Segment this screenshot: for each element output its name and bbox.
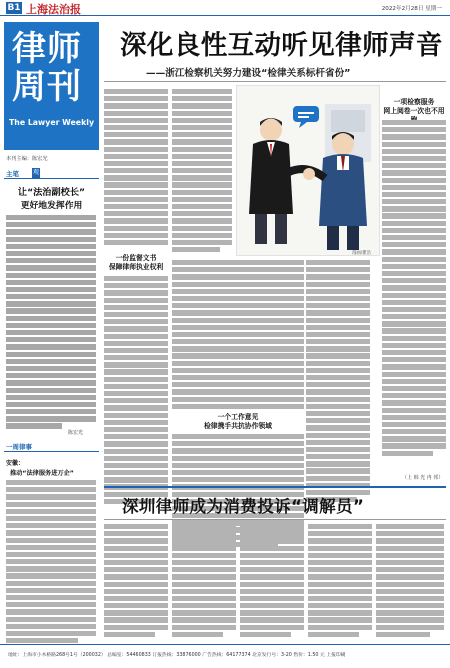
page-footer <box>0 644 450 668</box>
main-article-col-2-upper <box>172 89 232 254</box>
lawyer-prosecutor-illustration <box>236 85 380 256</box>
footer-info: 地址：上海市小木桥路268号1号（200032） 总编室：54460833 订报热线：33876000 广告热线：64177374 北京发行号：3-20 售价：1.50 元 上报印刷 <box>8 653 346 658</box>
main-article-subhead-2: 一个工作意见 检律携手共抗协作领域 <box>204 413 272 430</box>
comment-section-mark: 观 <box>32 169 39 176</box>
second-article-col-5 <box>376 524 444 639</box>
comment-section-header <box>4 168 99 179</box>
handshake-illustration-icon <box>237 86 380 256</box>
main-article-col-1-lower <box>104 276 168 506</box>
sidebar <box>4 22 99 638</box>
brand-title: 律师周刊 <box>12 29 82 107</box>
comment-section-label: 主笔 <box>6 170 19 178</box>
comment-body-text <box>6 215 96 431</box>
comment-title-line-1: 让“法治副校长” <box>17 187 86 198</box>
second-article-title: 深圳律师成为消费投诉“调解员” <box>122 497 365 516</box>
section-editor: 本刊主编：陈宏光 <box>6 156 48 162</box>
illustration-credit: 漫画/瞿浩 <box>352 251 372 256</box>
main-article-col-1-upper <box>104 89 168 247</box>
brand-english-title: The Lawyer Weekly <box>8 118 95 127</box>
brief-section-header <box>4 441 99 452</box>
main-article-subtitle: ——浙江检察机关努力建设“检律关系标杆省份” <box>146 68 351 79</box>
main-article-col-3 <box>306 260 370 504</box>
issue-date: 2022年2月28日 星期一 <box>381 6 442 12</box>
main-article-col-4 <box>382 120 446 458</box>
comment-author: 陈宏光 <box>68 430 84 436</box>
main-article-subhead-1: 一份监督文书 保障律师执业权利 <box>108 254 164 271</box>
page-header <box>0 0 450 16</box>
brief-item-title: 推动“法律服务进万企” <box>10 470 74 477</box>
main-article-title: 深化良性互动听见律师声音 <box>120 30 443 61</box>
brief-section-label: 一周律事 <box>6 443 32 451</box>
comment-title-line-2: 更好地发挥作用 <box>20 201 83 211</box>
second-article-col-3 <box>240 524 304 639</box>
second-article-col-4 <box>308 524 372 639</box>
brief-item-region: 安徽： <box>6 460 25 467</box>
main-article-byline: （上 韩 光 冉 邦） <box>402 475 444 481</box>
newspaper-masthead: 上海法治报 <box>26 3 81 16</box>
second-article-title-rule <box>104 519 446 520</box>
title-rule <box>104 81 446 82</box>
main-article-col-2-lower <box>172 260 304 411</box>
main-article-subhead-3: 一项检察服务 网上阅卷一次也不用 <box>383 98 445 115</box>
second-article-top-rule <box>104 486 446 488</box>
section-brand <box>4 22 99 150</box>
second-article-col-2 <box>172 524 236 639</box>
page-code: B1 <box>7 3 21 13</box>
second-article-col-1 <box>104 524 168 639</box>
brief-body-text <box>6 480 96 645</box>
